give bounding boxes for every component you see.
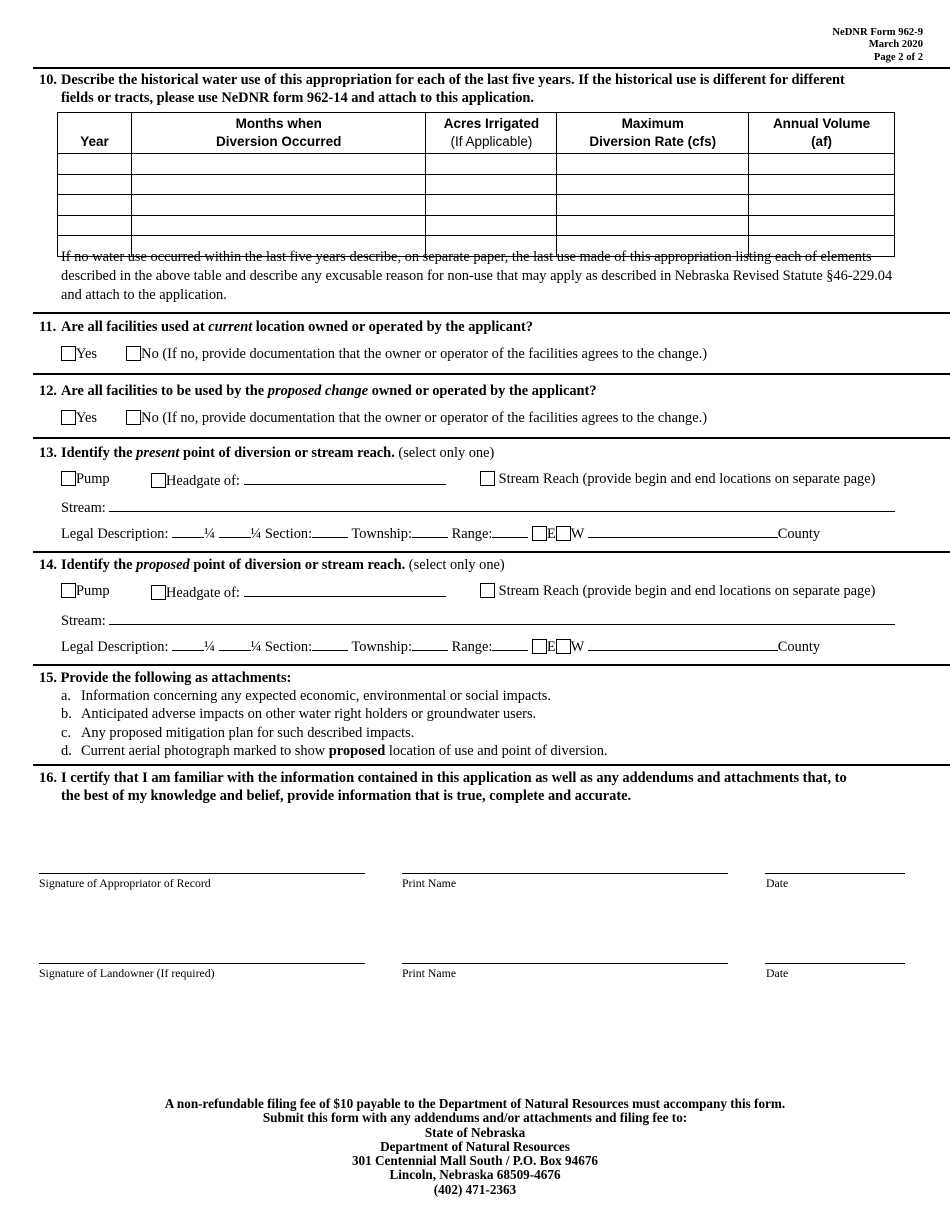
- cell-input[interactable]: [426, 154, 557, 175]
- table-row: [58, 154, 895, 175]
- phone-number: (402) 471-2363: [433, 1181, 517, 1197]
- cell-input[interactable]: [426, 174, 557, 195]
- address-department: Department of Natural Resources: [380, 1138, 570, 1154]
- q12-options: [61, 409, 707, 427]
- cell-input[interactable]: [557, 215, 749, 236]
- q13-headgate-checkbox[interactable]: [151, 473, 166, 488]
- col-rate: Maximum Diversion Rate (cfs): [557, 113, 749, 154]
- q11-no-label: No (If no, provide documentation that the owner or operator of the facilities agrees to the change.): [141, 346, 707, 362]
- question-15-title: 15. Provide the following as attachments:: [39, 670, 292, 686]
- stream-label: Stream:: [61, 500, 106, 516]
- q11-yes-checkbox[interactable]: [61, 346, 76, 361]
- print-name-label: Print Name: [402, 876, 457, 890]
- question-10-title: 10. Describe the historical water use of this appropriation for each of the last five years. If the historical use is different for different fields or tracts, please use NeDNR form 962-14 and attach to this application.: [39, 72, 845, 106]
- q13-range-field[interactable]: [492, 523, 528, 538]
- q14-east-checkbox[interactable]: [532, 639, 547, 654]
- table-row: [58, 215, 895, 236]
- question-13-title: 13. Identify the present point of diversion or stream reach. (select only one): [39, 445, 495, 461]
- table-row: [58, 174, 895, 195]
- col-year: Year: [58, 113, 132, 154]
- q13-west-checkbox[interactable]: [556, 526, 571, 541]
- stream-reach-label: Stream Reach (provide begin and end locations on separate page): [498, 471, 876, 487]
- q14-legal-row: Legal Description: ¼ ¼ Section: Township: Range: E W County: [61, 636, 820, 656]
- section-divider: [33, 373, 950, 375]
- q14-stream-reach: [480, 582, 875, 600]
- section-divider: [33, 437, 950, 439]
- q13-stream-reach: [480, 470, 875, 488]
- q12-no-label: No (If no, provide documentation that the owner or operator of the facilities agrees to the change.): [141, 410, 707, 426]
- cell-input[interactable]: [58, 215, 132, 236]
- print-name-line-2[interactable]: [402, 963, 728, 964]
- stream-reach-label: Stream Reach (provide begin and end locations on separate page): [498, 583, 876, 599]
- date-line-1[interactable]: [765, 873, 905, 874]
- question-14-title: 14. Identify the proposed point of diversion or stream reach. (select only one): [39, 557, 505, 573]
- form-header: [832, 27, 923, 64]
- col-months: Months when Diversion Occurred: [131, 113, 426, 154]
- cell-input[interactable]: [749, 174, 895, 195]
- q14-headgate: [151, 582, 446, 602]
- list-item: c. Any proposed mitigation plan for such described impacts.: [61, 724, 415, 741]
- section-divider: [33, 67, 950, 69]
- legal-description-label: Legal Description:: [61, 639, 169, 655]
- question-12-title: 12. Are all facilities to be used by the proposed change owned or operated by the applicant?: [39, 383, 597, 399]
- section-divider: [33, 551, 950, 553]
- section-divider: [33, 764, 950, 766]
- q13-township-field[interactable]: [412, 523, 448, 538]
- q11-options: [61, 345, 707, 363]
- cell-input[interactable]: [131, 215, 426, 236]
- section-divider: [33, 664, 950, 666]
- cell-input[interactable]: [58, 154, 132, 175]
- q14-section-field[interactable]: [312, 636, 348, 651]
- signature-appropriator-line[interactable]: [39, 873, 365, 874]
- date-label: Date: [766, 876, 789, 890]
- q14-qq-field[interactable]: [172, 636, 204, 651]
- historical-use-table: [57, 112, 895, 257]
- q13-section-field[interactable]: [312, 523, 348, 538]
- question-16-title: 16. I certify that I am familiar with the information contained in this application as well as any addendums and attachments that, to the best of my knowledge and belief, provide information that is true, complete and accurate.: [39, 770, 847, 804]
- address-state: State of Nebraska: [424, 1124, 526, 1140]
- q14-headgate-checkbox[interactable]: [151, 585, 166, 600]
- q13-east-checkbox[interactable]: [532, 526, 547, 541]
- cell-input[interactable]: [749, 215, 895, 236]
- q14-stream-field[interactable]: [109, 610, 895, 625]
- cell-input[interactable]: [557, 174, 749, 195]
- legal-description-label: Legal Description:: [61, 526, 169, 542]
- cell-input[interactable]: [426, 215, 557, 236]
- print-name-label: Print Name: [402, 966, 457, 980]
- list-item: d. Current aerial photograph marked to show proposed location of use and point of diversion.: [61, 742, 608, 759]
- form-id: NeDNR Form 962-9: [832, 27, 923, 38]
- q13-source-options: [61, 470, 110, 488]
- list-item: b. Anticipated adverse impacts on other water right holders or groundwater users.: [61, 706, 537, 723]
- stream-label: Stream:: [61, 613, 106, 629]
- form-date: March 2020: [868, 39, 923, 51]
- section-divider: [33, 312, 950, 314]
- table-header-row: [58, 113, 895, 154]
- headgate-label: Headgate of:: [166, 585, 240, 601]
- q13-headgate-field[interactable]: [244, 470, 446, 485]
- q12-yes-checkbox[interactable]: [61, 410, 76, 425]
- non-use-note: If no water use occurred within the last five years describe, on separate paper, the last use made of this appropriation listing each of elements described in the above table and describe any excusable reason for non-use that may apply as described in Nebraska Revised Statute §46-229.04 and attach to the application.: [61, 249, 893, 303]
- cell-input[interactable]: [131, 195, 426, 216]
- q13-county-field[interactable]: [588, 523, 778, 538]
- q13-qq-field[interactable]: [172, 523, 204, 538]
- q14-county-field[interactable]: [588, 636, 778, 651]
- cell-input[interactable]: [557, 154, 749, 175]
- date-label: Date: [766, 966, 789, 980]
- q13-stream-field[interactable]: [109, 497, 895, 512]
- attachments-list: [61, 687, 608, 760]
- q13-stream-reach-checkbox[interactable]: [480, 471, 495, 486]
- table-row: [58, 195, 895, 216]
- signature-landowner-line[interactable]: [39, 963, 365, 964]
- footer-instructions: [0, 1097, 950, 1197]
- print-name-line-1[interactable]: [402, 873, 728, 874]
- cell-input[interactable]: [749, 154, 895, 175]
- q11-no-checkbox[interactable]: [126, 346, 141, 361]
- q12-no-checkbox[interactable]: [126, 410, 141, 425]
- cell-input[interactable]: [58, 174, 132, 195]
- submit-note: Submit this form with any addendums and/or attachments and filing fee to:: [262, 1110, 688, 1126]
- q13-legal-row: Legal Description: ¼ ¼ Section: Township: Range: E W County: [61, 523, 820, 543]
- pump-label: Pump: [76, 471, 110, 487]
- date-line-2[interactable]: [765, 963, 905, 964]
- list-item: a. Information concerning any expected economic, environmental or social impacts.: [61, 688, 551, 704]
- headgate-label: Headgate of:: [166, 473, 240, 489]
- q13-headgate: [151, 470, 446, 490]
- q12-yes-label: Yes: [76, 410, 97, 426]
- cell-input[interactable]: [58, 195, 132, 216]
- filing-fee-note: A non-refundable filing fee of $10 payable to the Department of Natural Resources must accompany this form.: [164, 1096, 786, 1111]
- address-city: Lincoln, Nebraska 68509-4676: [389, 1167, 561, 1183]
- q13-q-field[interactable]: [219, 523, 251, 538]
- col-acres: Acres Irrigated (If Applicable): [426, 113, 557, 154]
- col-volume: Annual Volume (af): [749, 113, 895, 154]
- signature-appropriator-label: Signature of Appropriator of Record: [39, 876, 211, 890]
- q14-stream-row: [61, 610, 895, 630]
- q14-source-options: [61, 582, 110, 600]
- q14-headgate-field[interactable]: [244, 582, 446, 597]
- q11-yes-label: Yes: [76, 346, 97, 362]
- q14-range-field[interactable]: [492, 636, 528, 651]
- q14-pump-checkbox[interactable]: [61, 583, 76, 598]
- q14-west-checkbox[interactable]: [556, 639, 571, 654]
- pump-label: Pump: [76, 583, 110, 599]
- q14-q-field[interactable]: [219, 636, 251, 651]
- cell-input[interactable]: [557, 195, 749, 216]
- cell-input[interactable]: [131, 154, 426, 175]
- q13-stream-row: [61, 497, 895, 517]
- cell-input[interactable]: [426, 195, 557, 216]
- cell-input[interactable]: [749, 195, 895, 216]
- signature-landowner-label: Signature of Landowner (If required): [39, 966, 215, 980]
- page-number: Page 2 of 2: [873, 51, 923, 63]
- cell-input[interactable]: [131, 174, 426, 195]
- q14-township-field[interactable]: [412, 636, 448, 651]
- address-street: 301 Centennial Mall South / P.O. Box 94676: [351, 1153, 599, 1169]
- q13-pump-checkbox[interactable]: [61, 471, 76, 486]
- q14-stream-reach-checkbox[interactable]: [480, 583, 495, 598]
- question-11-title: 11. Are all facilities used at current location owned or operated by the applicant?: [39, 319, 533, 335]
